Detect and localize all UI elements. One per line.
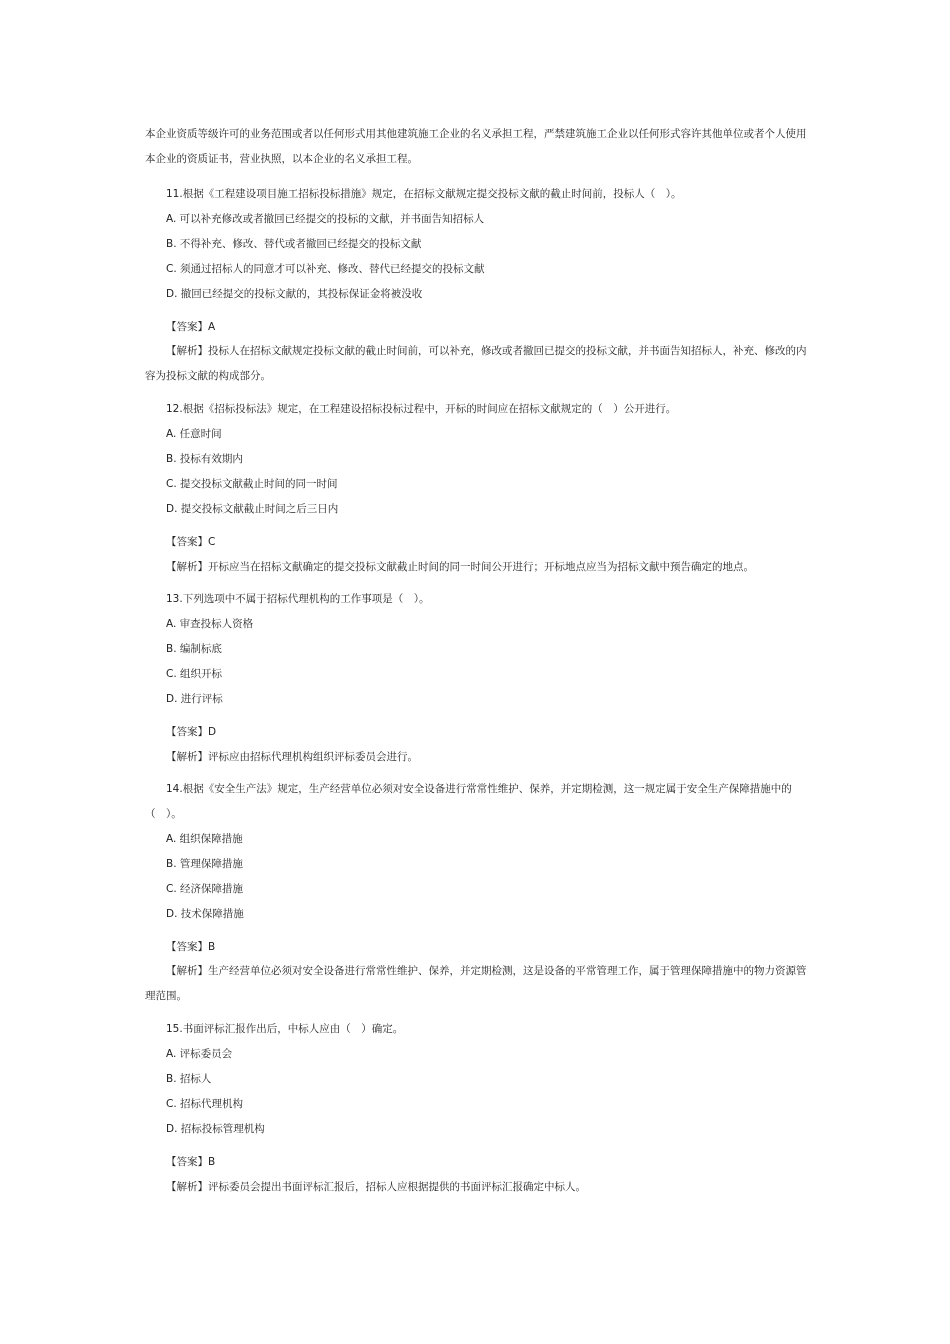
question-11-option-c: C. 须通过招标人的同意才可以补充、修改、替代已经提交的投标文献 — [166, 263, 485, 275]
question-14-analysis — [145, 959, 810, 1009]
question-12-option-d: D. 提交投标文献截止时间之后三日内 — [166, 503, 339, 515]
intro-paragraph — [145, 122, 810, 172]
question-12-option-c: C. 提交投标文献截止时间的同一时间 — [166, 478, 338, 490]
question-13-answer: 【答案】D — [166, 726, 217, 738]
question-12-answer: 【答案】C — [166, 536, 216, 548]
question-15-option-c: C. 招标代理机构 — [166, 1098, 244, 1110]
question-14-answer: 【答案】B — [166, 941, 216, 953]
question-14-option-c: C. 经济保障措施 — [166, 883, 244, 895]
question-15-stem: 15.书面评标汇报作出后，中标人应由（ ）确定。 — [166, 1023, 404, 1035]
question-14-option-a: A. 组织保障措施 — [166, 833, 243, 845]
intro-text: 本企业资质等级许可的业务范围或者以任何形式用其他建筑施工企业的名义承担工程，严禁建筑施工企业以任何形式容许其他单位或者个人使用本企业的资质证书，营业执照，以本企业的名义承担工程。 — [145, 128, 807, 165]
question-11-stem: 11.根据《工程建设项目施工招标投标措施》规定，在招标文献规定提交投标文献的截止时间前，投标人（ ）。 — [166, 188, 682, 200]
question-13-analysis: 【解析】评标应由招标代理机构组织评标委员会进行。 — [166, 751, 418, 763]
question-13-stem: 13.下列选项中不属于招标代理机构的工作事项是（ ）。 — [166, 593, 430, 605]
question-15-answer: 【答案】B — [166, 1156, 216, 1168]
question-11-option-a: A. 可以补充修改或者撤回已经提交的投标的文献，并书面告知招标人 — [166, 213, 485, 225]
question-14-stem — [145, 777, 810, 827]
question-12-option-a: A. 任意时间 — [166, 428, 222, 440]
question-13-option-d: D. 进行评标 — [166, 693, 223, 705]
question-11-analysis — [145, 339, 810, 389]
question-14-analysis-text: 【解析】生产经营单位必须对安全设备进行常常性维护、保养，并定期检测，这是设备的平常管理工作，属于管理保障措施中的物力资源管理范围。 — [145, 965, 807, 1002]
question-11-answer: 【答案】A — [166, 321, 216, 333]
question-15-option-a: A. 评标委员会 — [166, 1048, 233, 1060]
question-12-stem: 12.根据《招标投标法》规定，在工程建设招标投标过程中，开标的时间应在招标文献规定的（ ）公开进行。 — [166, 403, 677, 415]
question-12-analysis: 【解析】开标应当在招标文献确定的提交投标文献截止时间的同一时间公开进行；开标地点应当为招标文献中预告确定的地点。 — [166, 561, 754, 573]
question-14-stem-text: 14.根据《安全生产法》规定，生产经营单位必须对安全设备进行常常性维护、保养，并定期检测，这一规定属于安全生产保障措施中的（ ）。 — [145, 783, 792, 820]
question-15-option-d: D. 招标投标管理机构 — [166, 1123, 265, 1135]
question-11-option-d: D. 撤回已经提交的投标文献的，其投标保证金将被没收 — [166, 288, 423, 300]
question-14-option-d: D. 技术保障措施 — [166, 908, 244, 920]
question-11-option-b: B. 不得补充、修改、替代或者撤回已经提交的投标文献 — [166, 238, 422, 250]
question-15-analysis: 【解析】评标委员会提出书面评标汇报后，招标人应根据提供的书面评标汇报确定中标人。 — [166, 1181, 586, 1193]
question-13-option-a: A. 审查投标人资格 — [166, 618, 254, 630]
question-14-option-b: B. 管理保障措施 — [166, 858, 243, 870]
question-15-option-b: B. 招标人 — [166, 1073, 212, 1085]
question-13-option-c: C. 组织开标 — [166, 668, 223, 680]
question-11-analysis-text: 【解析】投标人在招标文献规定投标文献的截止时间前，可以补充，修改或者撤回已提交的投标文献，并书面告知招标人，补充、修改的内容为投标文献的构成部分。 — [145, 345, 807, 382]
question-13-option-b: B. 编制标底 — [166, 643, 222, 655]
question-12-option-b: B. 投标有效期内 — [166, 453, 243, 465]
